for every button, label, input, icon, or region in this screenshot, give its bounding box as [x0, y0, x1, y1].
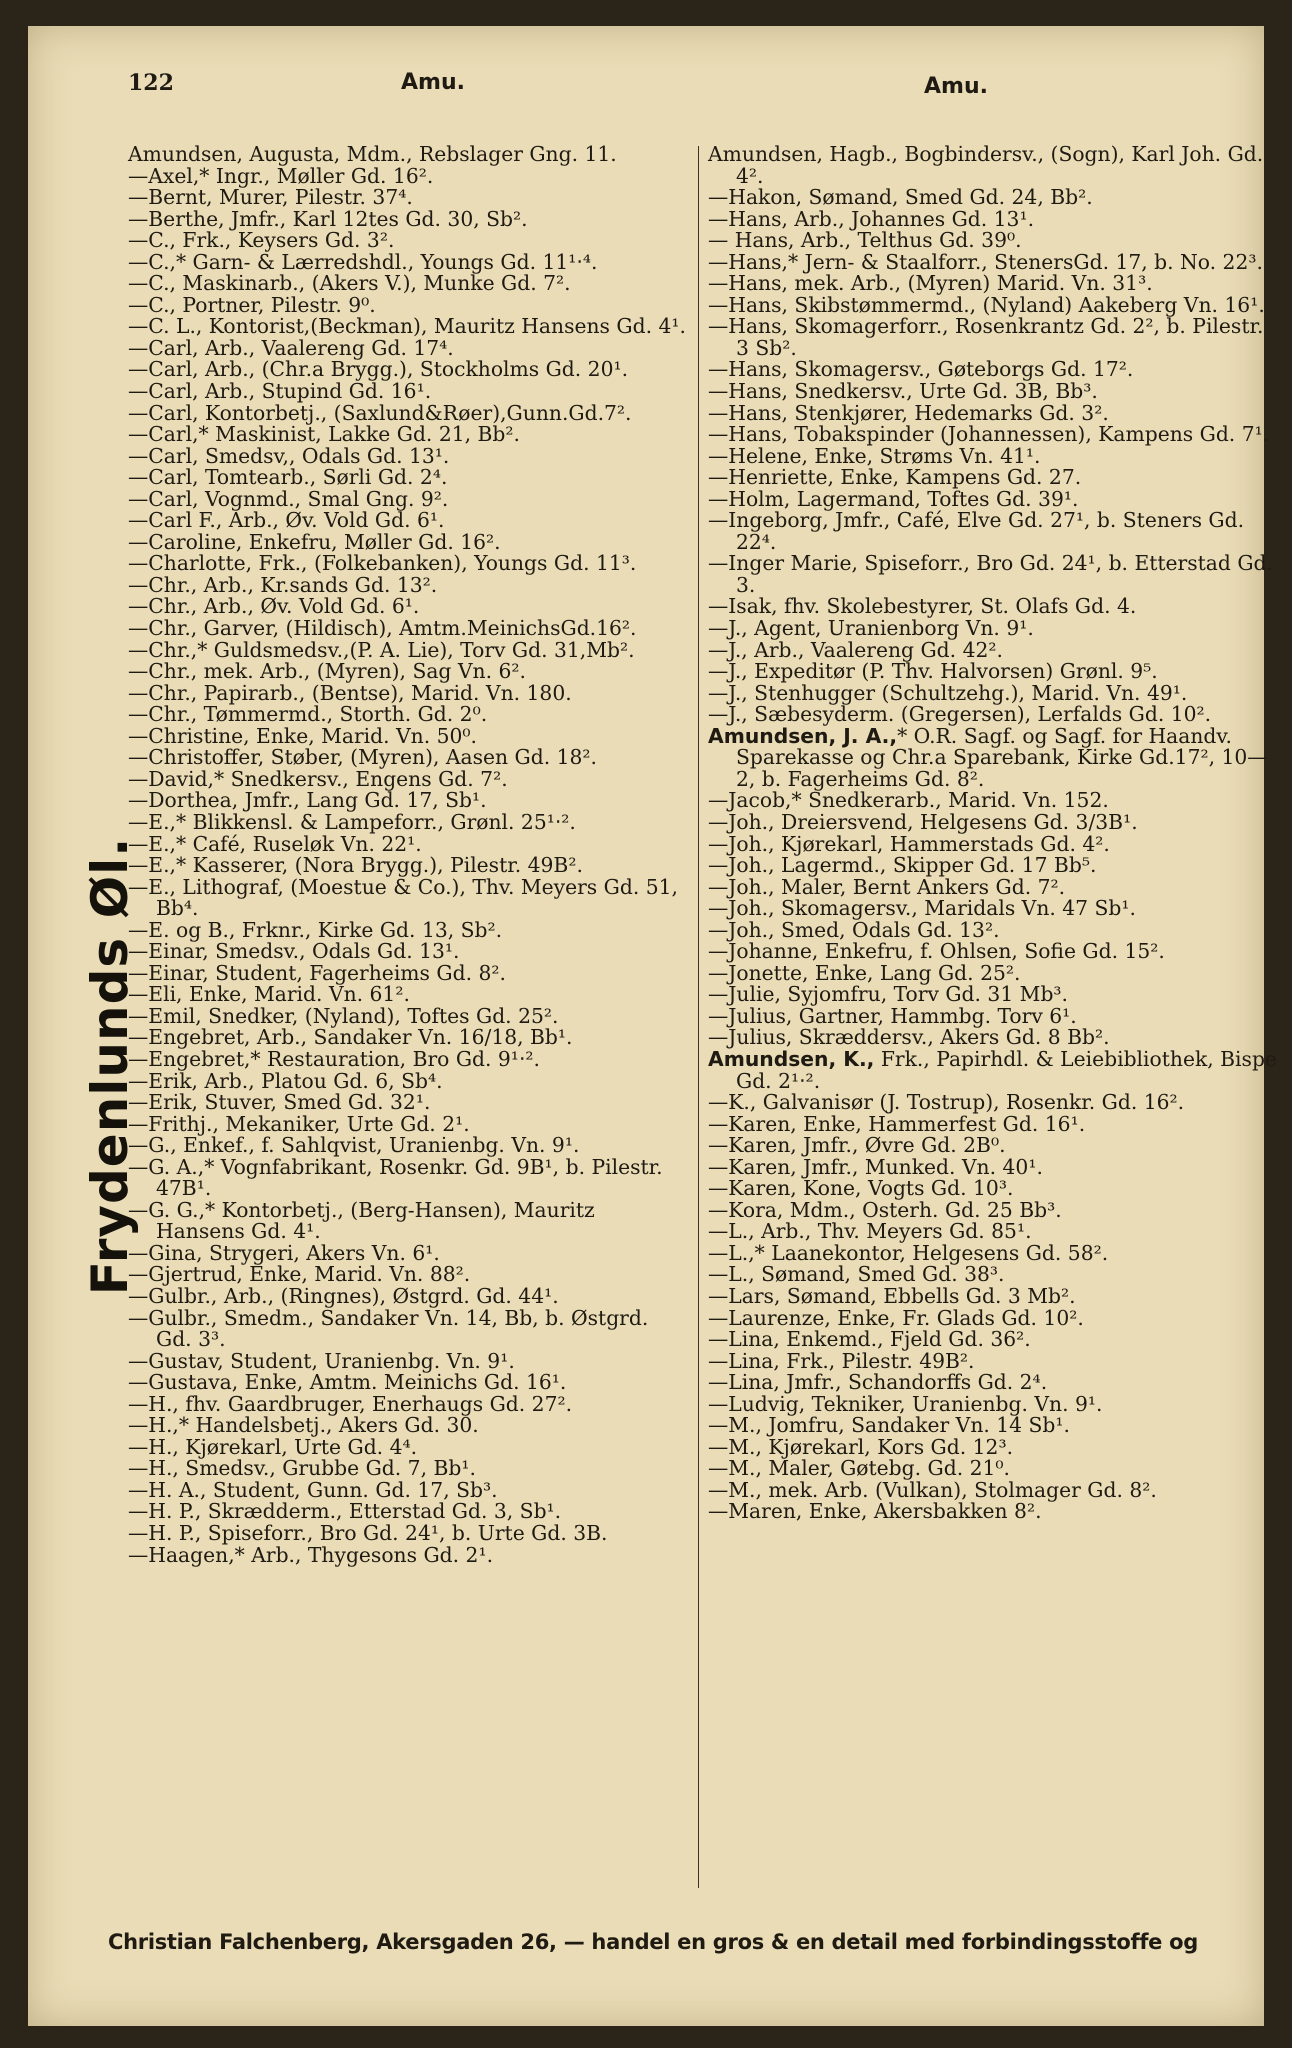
entry-text: —Carl, Vognmd., Smal Gng. 9². — [128, 486, 449, 511]
directory-entry — [128, 1111, 688, 1136]
entry-text: —Chr., Tømmermd., Storth. Gd. 2⁰. — [128, 702, 488, 727]
directory-entry — [708, 680, 1280, 705]
directory-entry — [128, 1283, 688, 1308]
directory-entry — [128, 187, 688, 209]
directory-entry — [708, 443, 1280, 468]
entry-heading: Amundsen, J. A., — [708, 723, 898, 748]
entry-text: —Julius, Skræddersv., Akers Gd. 8 Bb². — [708, 1025, 1110, 1050]
entry-text: —L.,* Laanekontor, Helgesens Gd. 58². — [708, 1240, 1109, 1265]
entry-text: —Hans, Snedkersv., Urte Gd. 3B, Bb³. — [708, 379, 1098, 404]
entry-text: —Ingeborg, Jmfr., Café, Elve Gd. 27¹, b. Steners Gd. 22⁴. — [708, 508, 1245, 554]
entry-text: —G. A.,* Vognfabrikant, Rosenkr. Gd. 9B¹, b. Pilestr. 47B¹. — [128, 1154, 663, 1201]
entry-text: —Chr., mek. Arb., (Myren), Sag Vn. 6². — [128, 659, 526, 684]
entry-text: —H.,* Handelsbetj., Akers Gd. 30. — [128, 1413, 479, 1438]
directory-entry — [128, 206, 688, 231]
directory-entry — [128, 249, 688, 274]
entry-text: Amundsen, Hagb., Bogbindersv., (Sogn), Karl Joh. Gd. 4². — [708, 142, 1264, 188]
entry-text: —Lina, Frk., Pilestr. 49B². — [708, 1348, 975, 1373]
entry-text: —H., Kjørekarl, Urte Gd. 4⁴. — [128, 1434, 418, 1459]
directory-entry — [128, 855, 688, 877]
entry-text: —Lars, Sømand, Ebbells Gd. 3 Mb². — [708, 1283, 1076, 1308]
entry-text: —Joh., Smed, Odals Gd. 13². — [708, 917, 1000, 942]
directory-entry — [128, 1240, 688, 1265]
directory-entry — [128, 1415, 688, 1437]
directory-entry — [708, 316, 1280, 359]
directory-entry — [708, 1135, 1280, 1157]
directory-entry — [708, 187, 1280, 209]
directory-page — [28, 26, 1277, 2026]
entry-text: —J., Arb., Vaalereng Gd. 42². — [708, 637, 1003, 662]
directory-entry — [128, 1477, 688, 1502]
directory-entry — [708, 917, 1280, 942]
entry-text: —C., Portner, Pilestr. 9⁰. — [128, 292, 376, 317]
entry-text: —Hakon, Sømand, Smed Gd. 24, Bb². — [708, 185, 1093, 210]
entry-text: —Christoffer, Støber, (Myren), Aasen Gd. 18². — [128, 745, 598, 770]
directory-entry — [708, 1154, 1280, 1179]
directory-entry — [128, 1434, 688, 1459]
directory-entry — [708, 1197, 1280, 1222]
directory-entry — [128, 637, 688, 662]
entry-text: —C.,* Garn- & Lærredshdl., Youngs Gd. 11¹‧⁴. — [128, 249, 598, 274]
directory-entry — [708, 941, 1280, 963]
directory-entry — [708, 1092, 1280, 1114]
directory-entry — [128, 359, 688, 381]
directory-entry — [708, 898, 1280, 920]
directory-entry — [128, 292, 688, 317]
entry-heading: Amundsen, K., — [708, 1046, 875, 1071]
directory-entry — [128, 1348, 688, 1373]
entry-text: —Carl, Kontorbetj., (Saxlund&Røer),Gunn.Gd.7². — [128, 400, 632, 425]
directory-entry — [708, 1415, 1280, 1437]
entry-text: —Inger Marie, Spiseforr., Bro Gd. 24¹, b. Etterstad Gd. 3. — [708, 551, 1273, 597]
directory-entry — [128, 960, 688, 985]
directory-entry — [708, 292, 1280, 317]
directory-entry — [708, 855, 1280, 877]
directory-entry — [708, 1111, 1280, 1136]
directory-entry — [128, 1458, 688, 1480]
footer-advertisement: Christian Falchenberg, Akersgaden 26, — handel en gros & en detail med forbindingsstoffe og — [108, 1930, 1198, 1954]
entry-text: —C., Frk., Keysers Gd. 3². — [128, 228, 395, 253]
entry-text: —Henriette, Enke, Kampens Gd. 27. — [708, 465, 1082, 490]
directory-entry — [708, 809, 1280, 834]
entry-text: —Julie, Syjomfru, Torv Gd. 31 Mb³. — [708, 982, 1069, 1007]
left-running-head: Amu. — [401, 70, 465, 95]
directory-entry — [128, 230, 688, 252]
directory-entry — [128, 831, 688, 856]
entry-text: * O.R. Sagf. og Sagf. for Haandv. Sparekasse og Chr.a Sparebank, Kirke Gd.17², 10—2, b. Fagerheims Gd. 8². — [736, 723, 1268, 791]
entry-text: —E.,* Café, Ruseløk Vn. 22¹. — [128, 831, 422, 856]
directory-entry — [708, 1240, 1280, 1265]
directory-entry — [708, 1283, 1280, 1308]
directory-entry — [128, 747, 688, 769]
entry-text: —Joh., Maler, Bernt Ankers Gd. 7². — [708, 874, 1066, 899]
directory-entry — [128, 917, 688, 942]
entry-text: —Chr.,* Guldsmedsv.,(P. A. Lie), Torv Gd. 31,Mb². — [128, 637, 635, 662]
entry-text: —Joh., Dreiersvend, Helgesens Gd. 3/3B¹. — [708, 809, 1138, 834]
entry-text: —E. og B., Frknr., Kirke Gd. 13, Sb². — [128, 917, 503, 942]
entry-text: —Gustava, Enke, Amtm. Meinichs Gd. 16¹. — [128, 1370, 567, 1395]
directory-entry — [128, 1523, 688, 1545]
directory-entry — [128, 443, 688, 468]
directory-entry — [708, 1329, 1280, 1351]
directory-entry — [708, 1501, 1280, 1523]
entry-text: —Hans, Arb., Johannes Gd. 13¹. — [708, 206, 1035, 231]
entry-text: —Engebret, Arb., Sandaker Vn. 16/18, Bb¹. — [128, 1025, 573, 1050]
entry-text: —Engebret,* Restauration, Bro Gd. 9¹‧². — [128, 1046, 540, 1071]
entry-text: —Karen, Kone, Vogts Gd. 10³. — [708, 1176, 1014, 1201]
directory-entry — [128, 467, 688, 489]
entry-text: —M., mek. Arb. (Vulkan), Stolmager Gd. 8². — [708, 1477, 1157, 1502]
page-number: 122 — [128, 70, 174, 96]
directory-entry — [128, 1027, 688, 1049]
directory-entry — [708, 206, 1280, 231]
directory-entry — [708, 704, 1280, 726]
directory-entry — [128, 596, 688, 618]
entry-text: —L., Arb., Thv. Meyers Gd. 85¹. — [708, 1219, 1032, 1244]
entry-text: —C. L., Kontorist,(Beckman), Mauritz Hansens Gd. 4¹. — [128, 314, 686, 339]
entry-text: —Gustav, Student, Uranienbg. Vn. 9¹. — [128, 1348, 515, 1373]
directory-entry — [128, 1092, 688, 1114]
entry-text: —Gulbr., Smedm., Sandaker Vn. 14, Bb, b. Østgrd. Gd. 3³. — [128, 1305, 649, 1352]
entry-text: —Kora, Mdm., Osterh. Gd. 25 Bb³. — [708, 1197, 1062, 1222]
directory-entry — [708, 723, 1280, 791]
entry-text: —Carl, Arb., Vaalereng Gd. 17⁴. — [128, 335, 454, 360]
entry-text: —G., Enkef., f. Sahlqvist, Uranienbg. Vn. 9¹. — [128, 1133, 580, 1158]
entry-text: —Einar, Student, Fagerheims Gd. 8². — [128, 960, 506, 985]
directory-entry — [708, 553, 1280, 596]
entry-text: —Karen, Jmfr., Munked. Vn. 40¹. — [708, 1154, 1043, 1179]
entry-text: —Bernt, Murer, Pilestr. 37⁴. — [128, 185, 413, 210]
directory-entry — [128, 400, 688, 425]
right-column — [708, 144, 1280, 1523]
entry-text: —Chr., Arb., Kr.sands Gd. 13². — [128, 572, 438, 597]
directory-entry — [128, 424, 688, 446]
directory-entry — [708, 831, 1280, 856]
directory-entry — [128, 1501, 688, 1523]
entry-text: —Erik, Stuver, Smed Gd. 32¹. — [128, 1090, 431, 1115]
entry-text: —Maren, Enke, Akersbakken 8². — [708, 1499, 1042, 1524]
entry-text: —Chr., Garver, (Hildisch), Amtm.MeinichsGd.16². — [128, 616, 637, 641]
directory-entry — [128, 144, 688, 166]
directory-entry — [128, 984, 688, 1006]
entry-text: —Lina, Jmfr., Schandorffs Gd. 2⁴. — [708, 1370, 1048, 1395]
directory-entry — [708, 1458, 1280, 1480]
directory-entry — [708, 618, 1280, 640]
entry-text: —Johanne, Enkefru, f. Ohlsen, Sofie Gd. 15². — [708, 939, 1165, 964]
page-header — [28, 70, 1264, 110]
directory-entry — [128, 381, 688, 403]
entry-text: —Carl, Tomtearb., Sørli Gd. 2⁴. — [128, 465, 448, 490]
entry-text: —Lina, Enkemd., Fjeld Gd. 36². — [708, 1327, 1031, 1352]
entry-text: —Hans, Skomagerforr., Rosenkrantz Gd. 2², b. Pilestr. 3 Sb². — [708, 314, 1264, 360]
entry-text: —Dorthea, Jmfr., Lang Gd. 17, Sb¹. — [128, 788, 487, 813]
entry-text: —H. P., Spiseforr., Bro Gd. 24¹, b. Urte Gd. 3B. — [128, 1521, 608, 1545]
entry-text: —Jacob,* Snedkerarb., Marid. Vn. 152. — [708, 788, 1109, 813]
entry-text: —Gjertrud, Enke, Marid. Vn. 88². — [128, 1262, 471, 1287]
entry-text: —Carl, Arb., (Chr.a Brygg.), Stockholms Gd. 20¹. — [128, 357, 629, 382]
directory-entry — [708, 424, 1280, 446]
directory-entry — [128, 680, 688, 705]
directory-entry — [708, 381, 1280, 403]
directory-entry — [128, 618, 688, 640]
directory-entry — [128, 1372, 688, 1394]
directory-entry — [128, 790, 688, 812]
entry-text: —David,* Snedkersv., Engens Gd. 7². — [128, 766, 508, 791]
entry-text: —Hans, Stenkjører, Hedemarks Gd. 3². — [708, 400, 1109, 425]
entry-text: —Hans, mek. Arb., (Myren) Marid. Vn. 31³. — [708, 271, 1153, 296]
directory-entry — [708, 1046, 1280, 1093]
entry-text: —M., Kjørekarl, Kors Gd. 12³. — [708, 1434, 1014, 1459]
directory-entry — [708, 249, 1280, 274]
directory-entry — [128, 704, 688, 726]
entry-text: —Charlotte, Frk., (Folkebanken), Youngs Gd. 11³. — [128, 551, 637, 576]
entry-text: —Carl,* Maskinist, Lakke Gd. 21, Bb². — [128, 422, 520, 447]
directory-entry — [128, 163, 688, 188]
entry-text: —E., Lithograf, (Moestue & Co.), Thv. Meyers Gd. 51, Bb⁴. — [128, 874, 678, 921]
entry-text: —Holm, Lagermand, Toftes Gd. 39¹. — [708, 486, 1079, 511]
directory-entry — [708, 1178, 1280, 1200]
directory-entry — [708, 510, 1280, 553]
entry-text: —Chr., Arb., Øv. Vold Gd. 6¹. — [128, 594, 420, 619]
entry-text: —J., Stenhugger (Schultzehg.), Marid. Vn. 49¹. — [708, 680, 1188, 705]
entry-text: —Emil, Snedker, (Nyland), Toftes Gd. 25². — [128, 1003, 559, 1028]
directory-entry — [128, 1542, 688, 1567]
directory-entry — [128, 1305, 688, 1352]
entry-text: —Einar, Smedsv., Odals Gd. 13¹. — [128, 939, 460, 964]
entry-text: —M., Jomfru, Sandaker Vn. 14 Sb¹. — [708, 1413, 1070, 1438]
directory-entry — [708, 1003, 1280, 1028]
entry-text: —Erik, Arb., Platou Gd. 6, Sb⁴. — [128, 1068, 443, 1093]
directory-entry — [128, 529, 688, 554]
directory-entry — [128, 1197, 688, 1244]
directory-entry — [708, 1264, 1280, 1286]
directory-entry — [128, 335, 688, 360]
entry-text: Frk., Papirhdl. & Leiebibliothek, Bispe Gd. 2¹‧². — [736, 1046, 1277, 1093]
entry-text: —Carl F., Arb., Øv. Vold Gd. 6¹. — [128, 508, 445, 533]
directory-entry — [128, 1391, 688, 1416]
directory-entry — [128, 510, 688, 532]
directory-entry — [708, 661, 1280, 683]
directory-entry — [128, 1003, 688, 1028]
entry-text: —Eli, Enke, Marid. Vn. 61². — [128, 982, 410, 1007]
directory-entry — [128, 553, 688, 575]
entry-text: —Hans, Skibstømmermd., (Nyland) Aakeberg Vn. 16¹. — [708, 292, 1265, 317]
entry-text: —Berthe, Jmfr., Karl 12tes Gd. 30, Sb². — [128, 206, 528, 231]
entry-text: —Jonette, Enke, Lang Gd. 25². — [708, 960, 1021, 985]
directory-entry — [128, 723, 688, 748]
right-running-head: Amu. — [924, 74, 988, 99]
directory-entry — [708, 467, 1280, 489]
entry-text: —J., Agent, Uranienborg Vn. 9¹. — [708, 616, 1034, 641]
entry-text: —Ludvig, Tekniker, Uranienbg. Vn. 9¹. — [708, 1391, 1103, 1416]
entry-text: —J., Sæbesyderm. (Gregersen), Lerfalds Gd. 10². — [708, 702, 1212, 727]
entry-text: —H. A., Student, Gunn. Gd. 17, Sb³. — [128, 1477, 498, 1502]
entry-text: —Helene, Enke, Strøms Vn. 41¹. — [708, 443, 1041, 468]
entry-text: —H., Smedsv., Grubbe Gd. 7, Bb¹. — [128, 1456, 476, 1481]
entry-text: —Axel,* Ingr., Møller Gd. 16². — [128, 163, 434, 188]
side-banner-text: Frydenlunds Øl. — [81, 836, 139, 1296]
entry-text: —E.,* Blikkensl. & Lampeforr., Grønl. 25¹‧². — [128, 809, 576, 834]
entry-text: —Joh., Kjørekarl, Hammerstads Gd. 4². — [708, 831, 1110, 856]
directory-entry — [128, 874, 688, 921]
directory-entry — [708, 1391, 1280, 1416]
entry-text: Amundsen, Augusta, Mdm., Rebslager Gng. 11. — [128, 142, 617, 166]
entry-text: —Carl, Arb., Stupind Gd. 16¹. — [128, 379, 432, 404]
entry-text: —Carl, Smedsv,, Odals Gd. 13¹. — [128, 443, 450, 468]
directory-entry — [708, 1221, 1280, 1243]
entry-text: —Frithj., Mekaniker, Urte Gd. 2¹. — [128, 1111, 470, 1136]
directory-entry — [708, 359, 1280, 381]
directory-entry — [128, 941, 688, 963]
entry-text: —Joh., Skomagersv., Maridals Vn. 47 Sb¹. — [708, 896, 1136, 921]
directory-entry — [708, 400, 1280, 425]
directory-entry — [708, 637, 1280, 662]
directory-entry — [708, 1372, 1280, 1394]
directory-entry — [708, 790, 1280, 812]
entry-text: —Christine, Enke, Marid. Vn. 50⁰. — [128, 723, 477, 748]
directory-entry — [128, 486, 688, 511]
entry-text: —M., Maler, Gøtebg. Gd. 21⁰. — [708, 1456, 1010, 1481]
entry-text: —Karen, Jmfr., Øvre Gd. 2B⁰. — [708, 1133, 1006, 1158]
entry-text: —Joh., Lagermd., Skipper Gd. 17 Bb⁵. — [708, 853, 1097, 878]
entry-text: —L., Sømand, Smed Gd. 38³. — [708, 1262, 1005, 1287]
directory-entry — [128, 1154, 688, 1201]
directory-entry — [128, 809, 688, 834]
directory-entry — [708, 874, 1280, 899]
left-column — [128, 144, 688, 1566]
directory-entry — [708, 1477, 1280, 1502]
directory-entry — [708, 273, 1280, 295]
entry-text: —Hans, Tobakspinder (Johannessen), Kampens Gd. 7¹. — [708, 422, 1270, 447]
entry-text: —Hans,* Jern- & Staalforr., StenersGd. 17, b. No. 22³. — [708, 249, 1263, 274]
entry-text: —Karen, Enke, Hammerfest Gd. 16¹. — [708, 1111, 1086, 1136]
directory-entry — [708, 144, 1280, 187]
entry-text: —G. G.,* Kontorbetj., (Berg-Hansen), Mauritz Hansens Gd. 4¹. — [128, 1197, 595, 1244]
directory-entry — [128, 766, 688, 791]
entry-text: —J., Expeditør (P. Thv. Halvorsen) Grønl. 9⁵. — [708, 659, 1158, 684]
directory-entry — [708, 1027, 1280, 1049]
directory-entry — [128, 572, 688, 597]
entry-text: —Gulbr., Arb., (Ringnes), Østgrd. Gd. 44¹. — [128, 1283, 559, 1308]
directory-entry — [708, 596, 1280, 618]
directory-entry — [128, 1068, 688, 1093]
entry-text: —Haagen,* Arb., Thygesons Gd. 2¹. — [128, 1542, 494, 1567]
column-divider — [698, 146, 699, 1888]
directory-entry — [128, 1046, 688, 1071]
directory-entry — [708, 984, 1280, 1006]
entry-text: —Caroline, Enkefru, Møller Gd. 16². — [128, 529, 501, 554]
entry-text: —H. P., Skrædderm., Etterstad Gd. 3, Sb¹. — [128, 1499, 562, 1524]
directory-entry — [708, 960, 1280, 985]
entry-text: — Hans, Arb., Telthus Gd. 39⁰. — [708, 228, 1022, 253]
directory-entry — [708, 1305, 1280, 1330]
directory-entry — [128, 316, 688, 338]
entry-text: —K., Galvanisør (J. Tostrup), Rosenkr. Gd. 16². — [708, 1090, 1185, 1115]
directory-entry — [708, 1348, 1280, 1373]
entry-text: —Isak, fhv. Skolebestyrer, St. Olafs Gd. 4. — [708, 594, 1137, 619]
directory-entry — [128, 273, 688, 295]
entry-text: —Julius, Gartner, Hammbg. Torv 6¹. — [708, 1003, 1077, 1028]
directory-entry — [128, 1135, 688, 1157]
entry-text: —E.,* Kasserer, (Nora Brygg.), Pilestr. 49B². — [128, 853, 583, 878]
directory-entry — [708, 1434, 1280, 1459]
directory-entry — [708, 486, 1280, 511]
entry-text: —Chr., Papirarb., (Bentse), Marid. Vn. 180. — [128, 680, 572, 705]
directory-entry — [128, 1264, 688, 1286]
entry-text: —Laurenze, Enke, Fr. Glads Gd. 10². — [708, 1305, 1084, 1330]
entry-text: —Gina, Strygeri, Akers Vn. 6¹. — [128, 1240, 440, 1265]
directory-entry — [708, 230, 1280, 252]
entry-text: —Hans, Skomagersv., Gøteborgs Gd. 17². — [708, 357, 1134, 382]
entry-text: —H., fhv. Gaardbruger, Enerhaugs Gd. 27². — [128, 1391, 573, 1416]
entry-text: —C., Maskinarb., (Akers V.), Munke Gd. 7². — [128, 271, 571, 296]
directory-entry — [128, 661, 688, 683]
